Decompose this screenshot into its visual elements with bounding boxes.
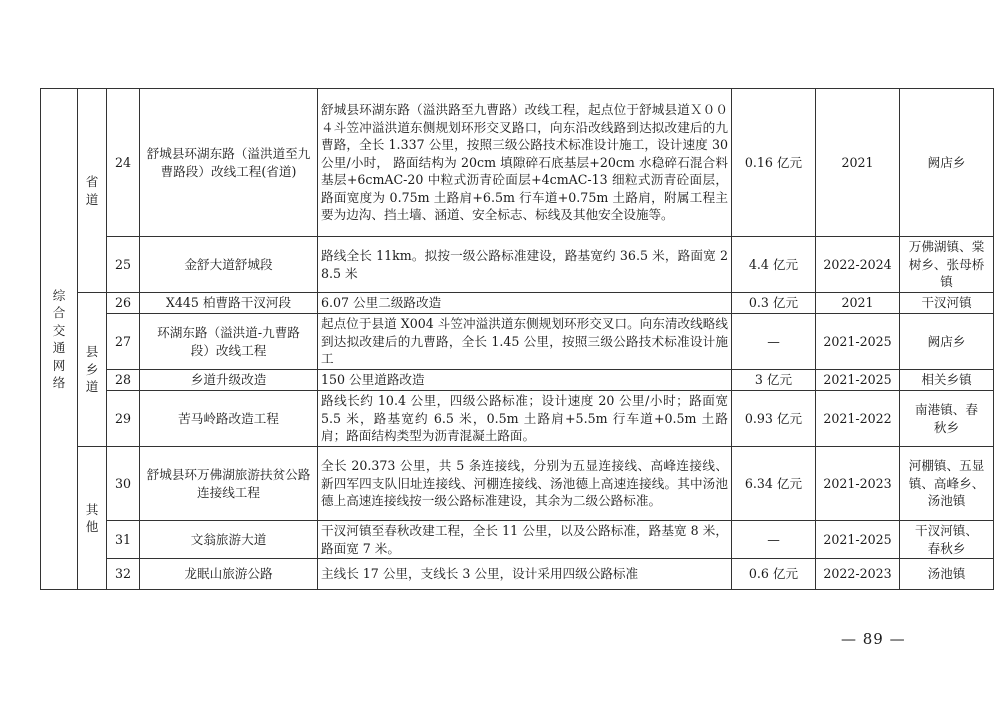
group-label-other: 其他 — [85, 501, 99, 534]
location: 干汊河镇 — [900, 293, 994, 314]
row-number: 30 — [107, 447, 140, 521]
location: 干汊河镇、春秋乡 — [900, 521, 994, 559]
table-row — [41, 447, 994, 521]
section-label: 综合交通网络 — [52, 287, 66, 390]
table-row — [41, 370, 994, 391]
project-name: 文翁旅游大道 — [140, 521, 318, 559]
project-name: 苦马岭路改造工程 — [140, 391, 318, 447]
row-number: 32 — [107, 559, 140, 590]
project-table — [40, 88, 994, 590]
row-number: 26 — [107, 293, 140, 314]
row-number: 29 — [107, 391, 140, 447]
investment: 0.6 亿元 — [732, 559, 816, 590]
project-name: 舒城县环万佛湖旅游扶贫公路连接线工程 — [140, 447, 318, 521]
table-row — [41, 314, 994, 370]
row-number: 31 — [107, 521, 140, 559]
investment: 0.3 亿元 — [732, 293, 816, 314]
location: 相关乡镇 — [900, 370, 994, 391]
project-name: 金舒大道舒城段 — [140, 237, 318, 293]
investment: 0.93 亿元 — [732, 391, 816, 447]
construction-period: 2021 — [816, 89, 900, 237]
project-name: 龙眠山旅游公路 — [140, 559, 318, 590]
construction-period: 2021 — [816, 293, 900, 314]
project-content: 路线长约 10.4 公里，四级公路标准；设计速度 20 公里/小时；路面宽 5.5 米，路基宽约 6.5 米，0.5m 土路肩+5.5m 行车道+0.5m 土路肩；路面结构类型为沥青混凝土路面。 — [318, 391, 732, 447]
page-number: — 89 — — [841, 630, 906, 648]
table-row — [41, 391, 994, 447]
location: 汤池镇 — [900, 559, 994, 590]
investment: 4.4 亿元 — [732, 237, 816, 293]
project-name: 乡道升级改造 — [140, 370, 318, 391]
table-row — [41, 89, 994, 237]
group-label-provincial: 省道 — [85, 174, 99, 207]
table-row — [41, 237, 994, 293]
location: 河棚镇、五显镇、高峰乡、汤池镇 — [900, 447, 994, 521]
row-number: 28 — [107, 370, 140, 391]
project-content: 6.07 公里二级路改造 — [318, 293, 732, 314]
group-county-cell — [78, 293, 107, 447]
investment: — — [732, 521, 816, 559]
group-provincial-cell — [78, 89, 107, 293]
table-row — [41, 559, 994, 590]
construction-period: 2021-2023 — [816, 447, 900, 521]
group-label-county: 县乡道 — [85, 344, 99, 395]
investment: — — [732, 314, 816, 370]
table-row — [41, 521, 994, 559]
location: 阙店乡 — [900, 89, 994, 237]
construction-period: 2022-2024 — [816, 237, 900, 293]
project-content: 全长 20.373 公里，共 5 条连接线，分别为五显连接线、高峰连接线、新四军四支队旧址连接线、河棚连接线、汤池德上高速连接线。其中汤池德上高速连接线按一级公路标准建设，其余为二级公路标准。 — [318, 447, 732, 521]
project-content: 路线全长 11km。拟按一级公路标准建设，路基宽约 36.5 米，路面宽 28.5 米 — [318, 237, 732, 293]
construction-period: 2021-2025 — [816, 370, 900, 391]
investment: 6.34 亿元 — [732, 447, 816, 521]
project-name: 环湖东路（溢洪道-九曹路段）改线工程 — [140, 314, 318, 370]
row-number: 27 — [107, 314, 140, 370]
project-name: 舒城县环湖东路（溢洪道至九曹路段）改线工程(省道) — [140, 89, 318, 237]
construction-period: 2022-2023 — [816, 559, 900, 590]
location: 南港镇、春秋乡 — [900, 391, 994, 447]
project-content: 干汊河镇至春秋改建工程，全长 11 公里，以及公路标准，路基宽 8 米，路面宽 7 米。 — [318, 521, 732, 559]
investment: 0.16 亿元 — [732, 89, 816, 237]
row-number: 24 — [107, 89, 140, 237]
project-name: X445 柏曹路干汊河段 — [140, 293, 318, 314]
investment: 3 亿元 — [732, 370, 816, 391]
row-number: 25 — [107, 237, 140, 293]
table-row — [41, 293, 994, 314]
project-content: 起点位于县道 X004 斗笠冲溢洪道东侧规划环形交叉口。向东清改线略线到达拟改建后的九曹路，全长 1.45 公里，按照三级公路技术标准设计施工 — [318, 314, 732, 370]
construction-period: 2021-2022 — [816, 391, 900, 447]
location: 万佛湖镇、棠树乡、张母桥镇 — [900, 237, 994, 293]
section-label-cell — [41, 89, 78, 590]
location: 阙店乡 — [900, 314, 994, 370]
project-content: 舒城县环湖东路（溢洪路至九曹路）改线工程，起点位于舒城县道Ｘ００４斗笠冲溢洪道东侧规划环形交叉路口，向东沿改线路到达拟改建后的九曹路，全长 1.337 公里，按照三级公路技术标准设计施工，设计速度 30 公里/小时， 路面结构为 20cm 填隙碎石底基层+20cm 水稳碎石混合料基层+6cmAC-20 中粒式沥青砼面层+4cmAC-13 细粒式沥青砼面层，路面宽度为 0.75m 土路肩+6.5m 行车道+0.75m 土路肩，附属工程主要为边沟、挡土墙、涵道、安全标志、标线及其他安全设施等。 — [318, 89, 732, 237]
group-other-cell — [78, 447, 107, 590]
construction-period: 2021-2025 — [816, 521, 900, 559]
construction-period: 2021-2025 — [816, 314, 900, 370]
project-content: 主线长 17 公里，支线长 3 公里，设计采用四级公路标准 — [318, 559, 732, 590]
project-content: 150 公里道路改造 — [318, 370, 732, 391]
